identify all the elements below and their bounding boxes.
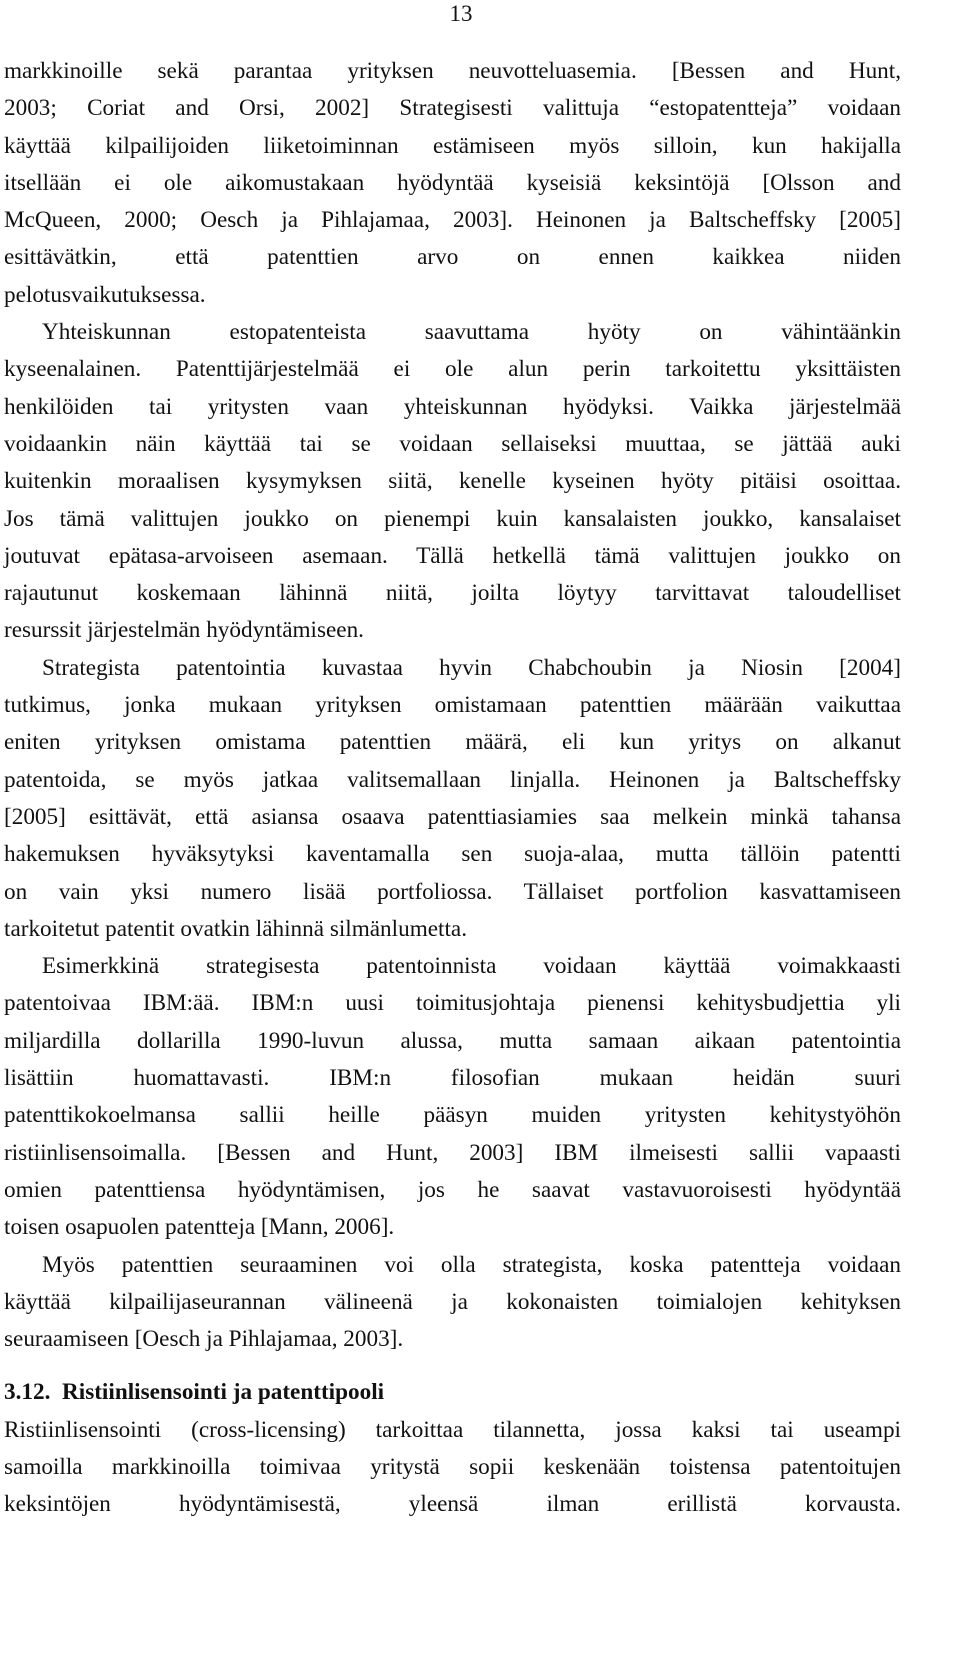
text-line: tarkoitetut patentit ovatkin lähinnä silmänlumetta. xyxy=(4,915,467,942)
text-line: kyseenalainen. Patenttijärjestelmää ei ole alun perin tarkoitettu yksittäisten xyxy=(4,356,901,383)
text-line: on vain yksi numero lisää portfoliossa. Tällaiset portfolion kasvattamiseen xyxy=(4,878,901,905)
text-line: esittävätkin, että patenttien arvo on ennen kaikkea niiden xyxy=(4,244,901,271)
text-line: resurssit järjestelmän hyödyntämiseen. xyxy=(4,617,364,644)
text-line: lisättiin huomattavasti. IBM:n filosofian mukaan heidän suuri xyxy=(4,1065,901,1092)
text-line: pelotusvaikutuksessa. xyxy=(4,281,206,308)
text-line: omien patenttiensa hyödyntämisen, jos he saavat vastavuoroisesti hyödyntää xyxy=(4,1176,901,1203)
text-line: Yhteiskunnan estopatenteista saavuttama hyöty on vähintäänkin xyxy=(42,319,901,346)
text-line: hakemuksen hyväksytyksi kaventamalla sen suoja-alaa, mutta tällöin patentti xyxy=(4,841,901,868)
text-line: seuraamiseen [Oesch ja Pihlajamaa, 2003]. xyxy=(4,1326,404,1353)
section-number: 3.12. xyxy=(4,1379,51,1406)
text-line: käyttää kilpailijoiden liiketoiminnan estämiseen myös silloin, kun hakijalla xyxy=(4,132,901,159)
text-line: Jos tämä valittujen joukko on pienempi kuin kansalaisten joukko, kansalaiset xyxy=(4,505,901,532)
text-line: ristiinlisensoimalla. [Bessen and Hunt, 2003] IBM ilmeisesti sallii vapaasti xyxy=(4,1139,901,1166)
text-line: markkinoille sekä parantaa yrityksen neuvotteluasemia. [Bessen and Hunt, xyxy=(4,58,901,84)
paragraph-2 xyxy=(4,314,901,650)
text-line: miljardilla dollarilla 1990-luvun alussa, mutta samaan aikaan patentointia xyxy=(4,1027,901,1054)
section-title: Ristiinlisensointi ja patenttipooli xyxy=(62,1379,385,1406)
text-line: käyttää kilpailijaseurannan välineenä ja kokonaisten toimialojen kehityksen xyxy=(4,1288,901,1315)
text-line: samoilla markkinoilla toimivaa yritystä sopii keskenään toistensa patentoitujen xyxy=(4,1453,901,1480)
text-line: eniten yrityksen omistama patenttien määrä, eli kun yritys on alkanut xyxy=(4,729,901,756)
text-line: itsellään ei ole aikomustakaan hyödyntää kyseisiä keksintöjä [Olsson and xyxy=(4,169,901,196)
paragraph-4 xyxy=(4,948,901,1246)
text-line: voidaankin näin käyttää tai se voidaan sellaiseksi muuttaa, se jättää auki xyxy=(4,430,901,457)
text-line: McQueen, 2000; Oesch ja Pihlajamaa, 2003]. Heinonen ja Baltscheffsky [2005] xyxy=(4,207,901,234)
text-line: 2003; Coriat and Orsi, 2002] Strategisesti valittuja “estopatentteja” voidaan xyxy=(4,95,901,122)
text-line: tutkimus, jonka mukaan yrityksen omistamaan patenttien määrään vaikuttaa xyxy=(4,692,901,719)
text-line: patentoivaa IBM:ää. IBM:n uusi toimitusjohtaja pienensi kehitysbudjettia yli xyxy=(4,990,901,1017)
text-line: kuitenkin moraalisen kysymyksen siitä, kenelle kyseinen hyöty pitäisi osoittaa. xyxy=(4,468,901,495)
body-text xyxy=(4,53,901,1524)
text-line: keksintöjen hyödyntämisestä, yleensä ilman erillistä korvausta. xyxy=(4,1491,901,1518)
section-paragraph xyxy=(4,1412,901,1524)
text-line: Ristiinlisensointi (cross-licensing) tarkoittaa tilannetta, jossa kaksi tai useampi xyxy=(4,1416,901,1443)
text-line: [2005] esittävät, että asiansa osaava patenttiasiamies saa melkein minkä tahansa xyxy=(4,803,901,830)
text-line: patentoida, se myös jatkaa valitsemallaan linjalla. Heinonen ja Baltscheffsky xyxy=(4,766,901,793)
paragraph-3 xyxy=(4,650,901,948)
paragraph-5 xyxy=(4,1247,901,1359)
text-line: Esimerkkinä strategisesta patentoinnista voidaan käyttää voimakkaasti xyxy=(42,953,901,980)
paragraph-1 xyxy=(4,53,901,314)
section-heading xyxy=(4,1374,901,1411)
section-spacer xyxy=(4,1358,901,1366)
text-line: toisen osapuolen patentteja [Mann, 2006]. xyxy=(4,1214,395,1241)
text-line: joutuvat epätasa-arvoiseen asemaan. Tällä hetkellä tämä valittujen joukko on xyxy=(4,542,901,569)
text-line: henkilöiden tai yritysten vaan yhteiskunnan hyödyksi. Vaikka järjestelmää xyxy=(4,393,901,420)
text-line: Myös patenttien seuraaminen voi olla strategista, koska patentteja voidaan xyxy=(42,1251,901,1278)
page-number: 13 xyxy=(449,1,473,26)
text-line: patenttikokoelmansa sallii heille pääsyn muiden yritysten kehitystyöhön xyxy=(4,1102,901,1129)
text-line: Strategista patentointia kuvastaa hyvin Chabchoubin ja Niosin [2004] xyxy=(42,654,901,681)
text-line: rajautunut koskemaan lähinnä niitä, joilta löytyy tarvittavat taloudelliset xyxy=(4,580,901,607)
